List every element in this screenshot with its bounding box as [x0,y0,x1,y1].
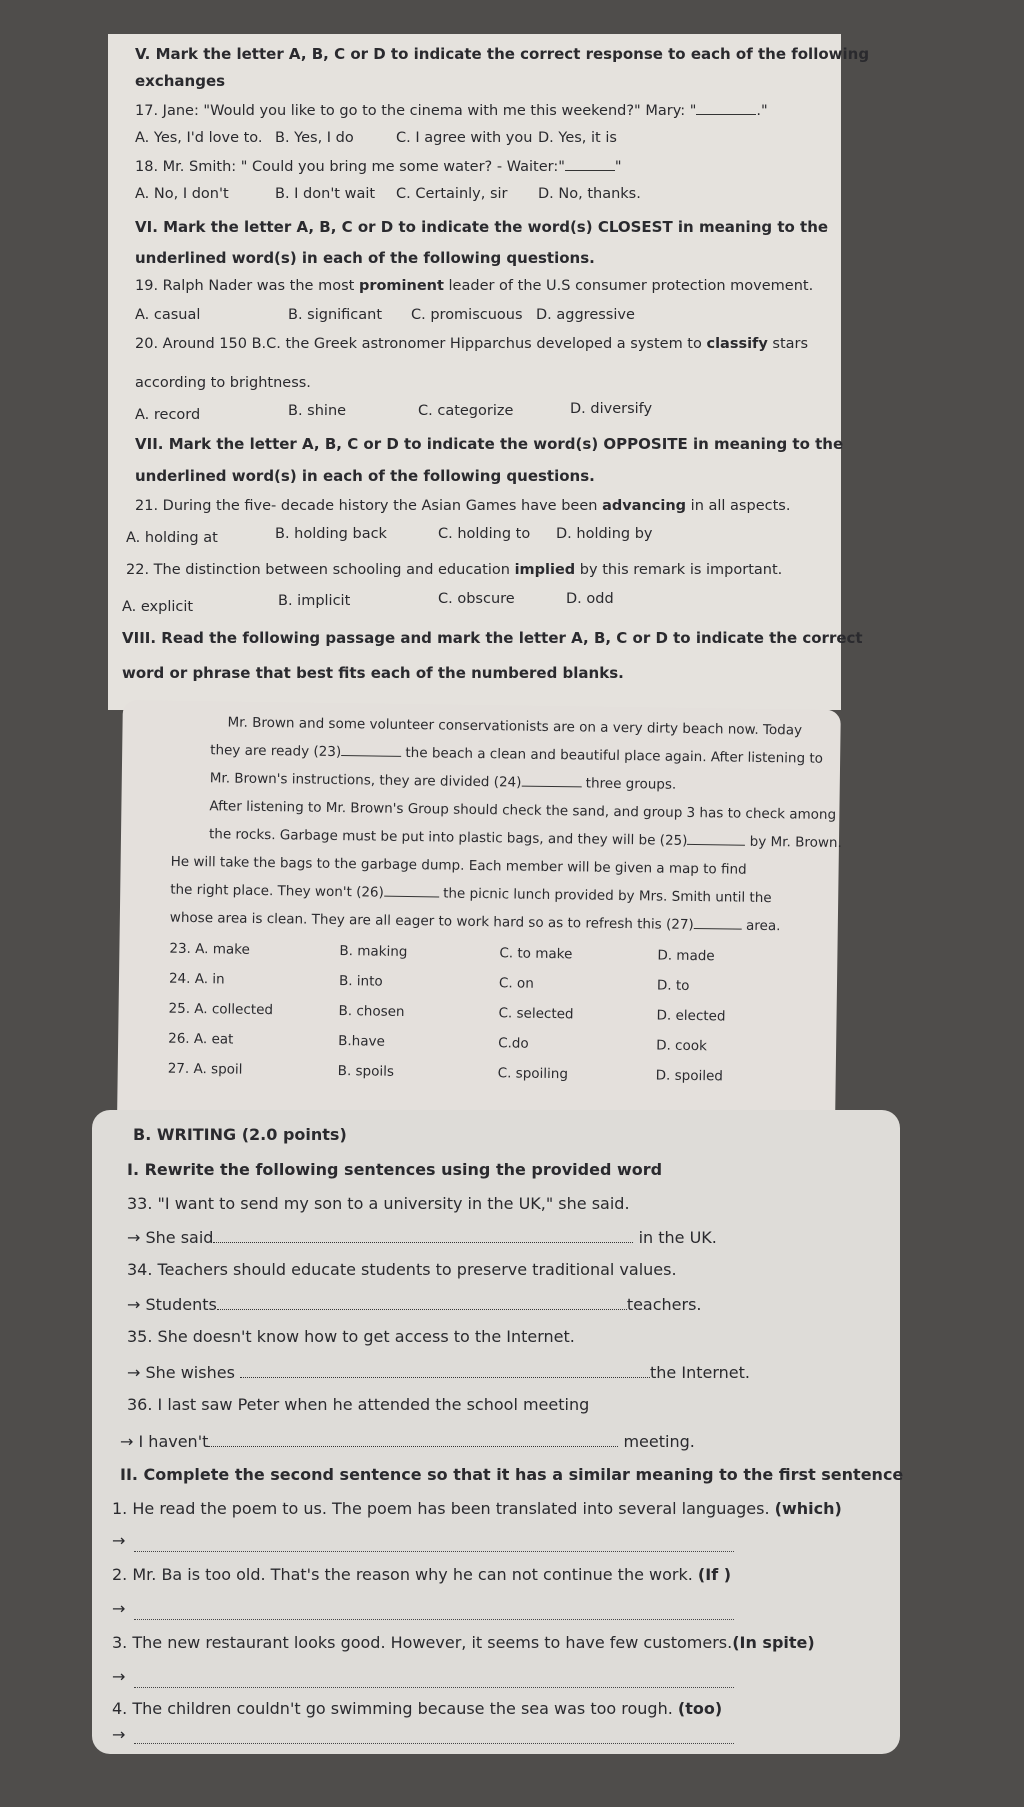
q21-option-a: A. holding at [126,530,218,546]
q18-stem: 18. Mr. Smith: " Could you bring me some water? - Waiter:" " [135,159,622,175]
section5-heading: V. Mark the letter A, B, C or D to indicate the correct response to each of the following [135,45,870,63]
p3-answer-line[interactable] [134,1686,734,1688]
q20-option-d: D. diversify [570,401,653,417]
passage-line-3: Mr. Brown's instructions, they are divided (24) three groups. [209,770,677,793]
q25-option-c: C. selected [498,1005,574,1023]
q25-option-d: D. elected [656,1007,726,1025]
worksheet-writing-page [92,1110,904,1754]
p2-answer-arrow: → [112,1599,126,1618]
q18-option-a: A. No, I don't [135,186,229,202]
p2-stem: 2. Mr. Ba is too old. That's the reason why he can not continue the work. (If ) [112,1565,732,1584]
section6-heading: VI. Mark the letter A, B, C or D to indicate the word(s) CLOSEST in meaning to the [135,218,829,236]
q17-option-d: D. Yes, it is [538,130,617,146]
q34-stem: 34. Teachers should educate students to preserve traditional values. [127,1260,677,1279]
q36-answer[interactable]: → I haven't meeting. [120,1432,695,1451]
q27-option-a: 27. A. spoil [167,1060,243,1078]
q19-option-c: C. promiscuous [411,307,523,323]
section8-heading-cont: word or phrase that best fits each of the numbered blanks. [122,664,624,682]
q20-stem: 20. Around 150 B.C. the Greek astronomer Hipparchus developed a system to classify stars [135,336,809,352]
q33-stem: 33. "I want to send my son to a university in the UK," she said. [127,1194,630,1213]
q17-option-a: A. Yes, I'd love to. [135,130,263,146]
q18-option-b: B. I don't wait [275,186,376,202]
q22-option-d: D. odd [566,591,614,607]
q27-option-d: D. spoiled [655,1067,724,1085]
q27-option-b: B. spoils [337,1063,395,1080]
q18-option-d: D. No, thanks. [538,186,641,202]
section6-heading-cont: underlined word(s) in each of the following questions. [135,249,595,267]
q20-option-c: C. categorize [418,403,514,419]
q17-option-b: B. Yes, I do [275,130,354,146]
q22-option-b: B. implicit [278,593,351,609]
passage-line-7: the right place. They won't (26) the picnic lunch provided by Mrs. Smith until the [170,881,772,907]
q36-stem: 36. I last saw Peter when he attended the school meeting [127,1395,590,1414]
p4-answer-line[interactable] [134,1742,734,1744]
passage-line-5: the rocks. Garbage must be put into plastic bags, and they will be (25) by Mr. Brown. [208,826,842,852]
p3-stem: 3. The new restaurant looks good. However, it seems to have few customers.(In spite) [112,1633,815,1652]
section5-heading-cont: exchanges [135,72,226,90]
q20-option-a: A. record [135,407,201,423]
q24-option-a: 24. A. in [168,970,225,988]
q20-option-b: B. shine [288,403,347,419]
q26-option-d: D. cook [656,1037,707,1055]
q34-answer[interactable]: → Students teachers. [127,1295,702,1314]
q26-option-a: 26. A. eat [168,1030,234,1048]
q19-option-d: D. aggressive [536,307,635,323]
q22-option-a: A. explicit [122,599,194,615]
q24-option-d: D. to [656,977,690,994]
passage-line-1: Mr. Brown and some volunteer conservationists are on a very dirty beach now. Today [227,714,803,739]
q35-stem: 35. She doesn't know how to get access to the Internet. [127,1327,575,1346]
section8-heading: VIII. Read the following passage and mark the letter A, B, C or D to indicate the correct [122,629,863,647]
writing-part1-heading: I. Rewrite the following sentences using the provided word [127,1160,663,1179]
p4-answer-arrow: → [112,1725,126,1744]
q17-option-c: C. I agree with you [396,130,533,146]
q21-option-d: D. holding by [556,526,653,542]
q21-option-c: C. holding to [438,526,531,542]
p2-answer-line[interactable] [134,1618,734,1620]
q23-option-d: D. made [657,947,715,965]
writing-part2-heading: II. Complete the second sentence so that it has a similar meaning to the first sentence [120,1465,904,1484]
passage-line-4: After listening to Mr. Brown's Group should check the sand, and group 3 has to check among [209,798,837,823]
q18-option-c: C. Certainly, sir [396,186,508,202]
q21-option-b: B. holding back [275,526,387,542]
p1-answer-arrow: → [112,1531,126,1550]
p1-stem: 1. He read the poem to us. The poem has been translated into several languages. (which) [112,1499,842,1518]
q23-option-a: 23. A. make [169,940,250,958]
q19-option-b: B. significant [288,307,383,323]
q26-option-c: C.do [498,1035,529,1052]
p4-stem: 4. The children couldn't go swimming because the sea was too rough. (too) [112,1699,723,1718]
section7-heading-cont: underlined word(s) in each of the following questions. [135,467,595,485]
passage-line-2: they are ready (23) the beach a clean and beautiful place again. After listening to [210,742,824,767]
q25-option-a: 25. A. collected [168,1000,274,1019]
q27-option-c: C. spoiling [497,1065,569,1083]
p3-answer-arrow: → [112,1667,126,1686]
q22-stem: 22. The distinction between schooling and education implied by this remark is important. [126,562,783,578]
worksheet-page-top [108,34,870,710]
q19-option-a: A. casual [135,307,201,323]
q19-stem: 19. Ralph Nader was the most prominent leader of the U.S consumer protection movement. [135,278,814,294]
q26-option-b: B.have [338,1033,385,1050]
q25-option-b: B. chosen [338,1003,405,1020]
passage-line-8: whose area is clean. They are all eager to work hard so as to refresh this (27) area. [169,909,781,935]
q33-answer[interactable]: → She said in the UK. [127,1228,717,1247]
q23-option-c: C. to make [499,945,573,963]
passage-line-6: He will take the bags to the garbage dump. Each member will be given a map to find [170,853,747,878]
section7-heading: VII. Mark the letter A, B, C or D to indicate the word(s) OPPOSITE in meaning to the [135,435,844,453]
q23-option-b: B. making [339,943,408,961]
q21-stem: 21. During the five- decade history the Asian Games have been advancing in all aspects. [135,498,791,514]
p1-answer-line[interactable] [134,1550,734,1552]
q24-option-b: B. into [338,973,383,990]
q17-stem: 17. Jane: "Would you like to go to the cinema with me this weekend?" Mary: " ." [135,103,768,119]
q35-answer[interactable]: → She wishes the Internet. [127,1363,750,1382]
q22-option-c: C. obscure [438,591,515,607]
q24-option-c: C. on [498,975,534,992]
q20-stem-cont: according to brightness. [135,375,311,391]
worksheet-passage-page [117,700,841,1120]
writing-title: B. WRITING (2.0 points) [133,1125,347,1144]
